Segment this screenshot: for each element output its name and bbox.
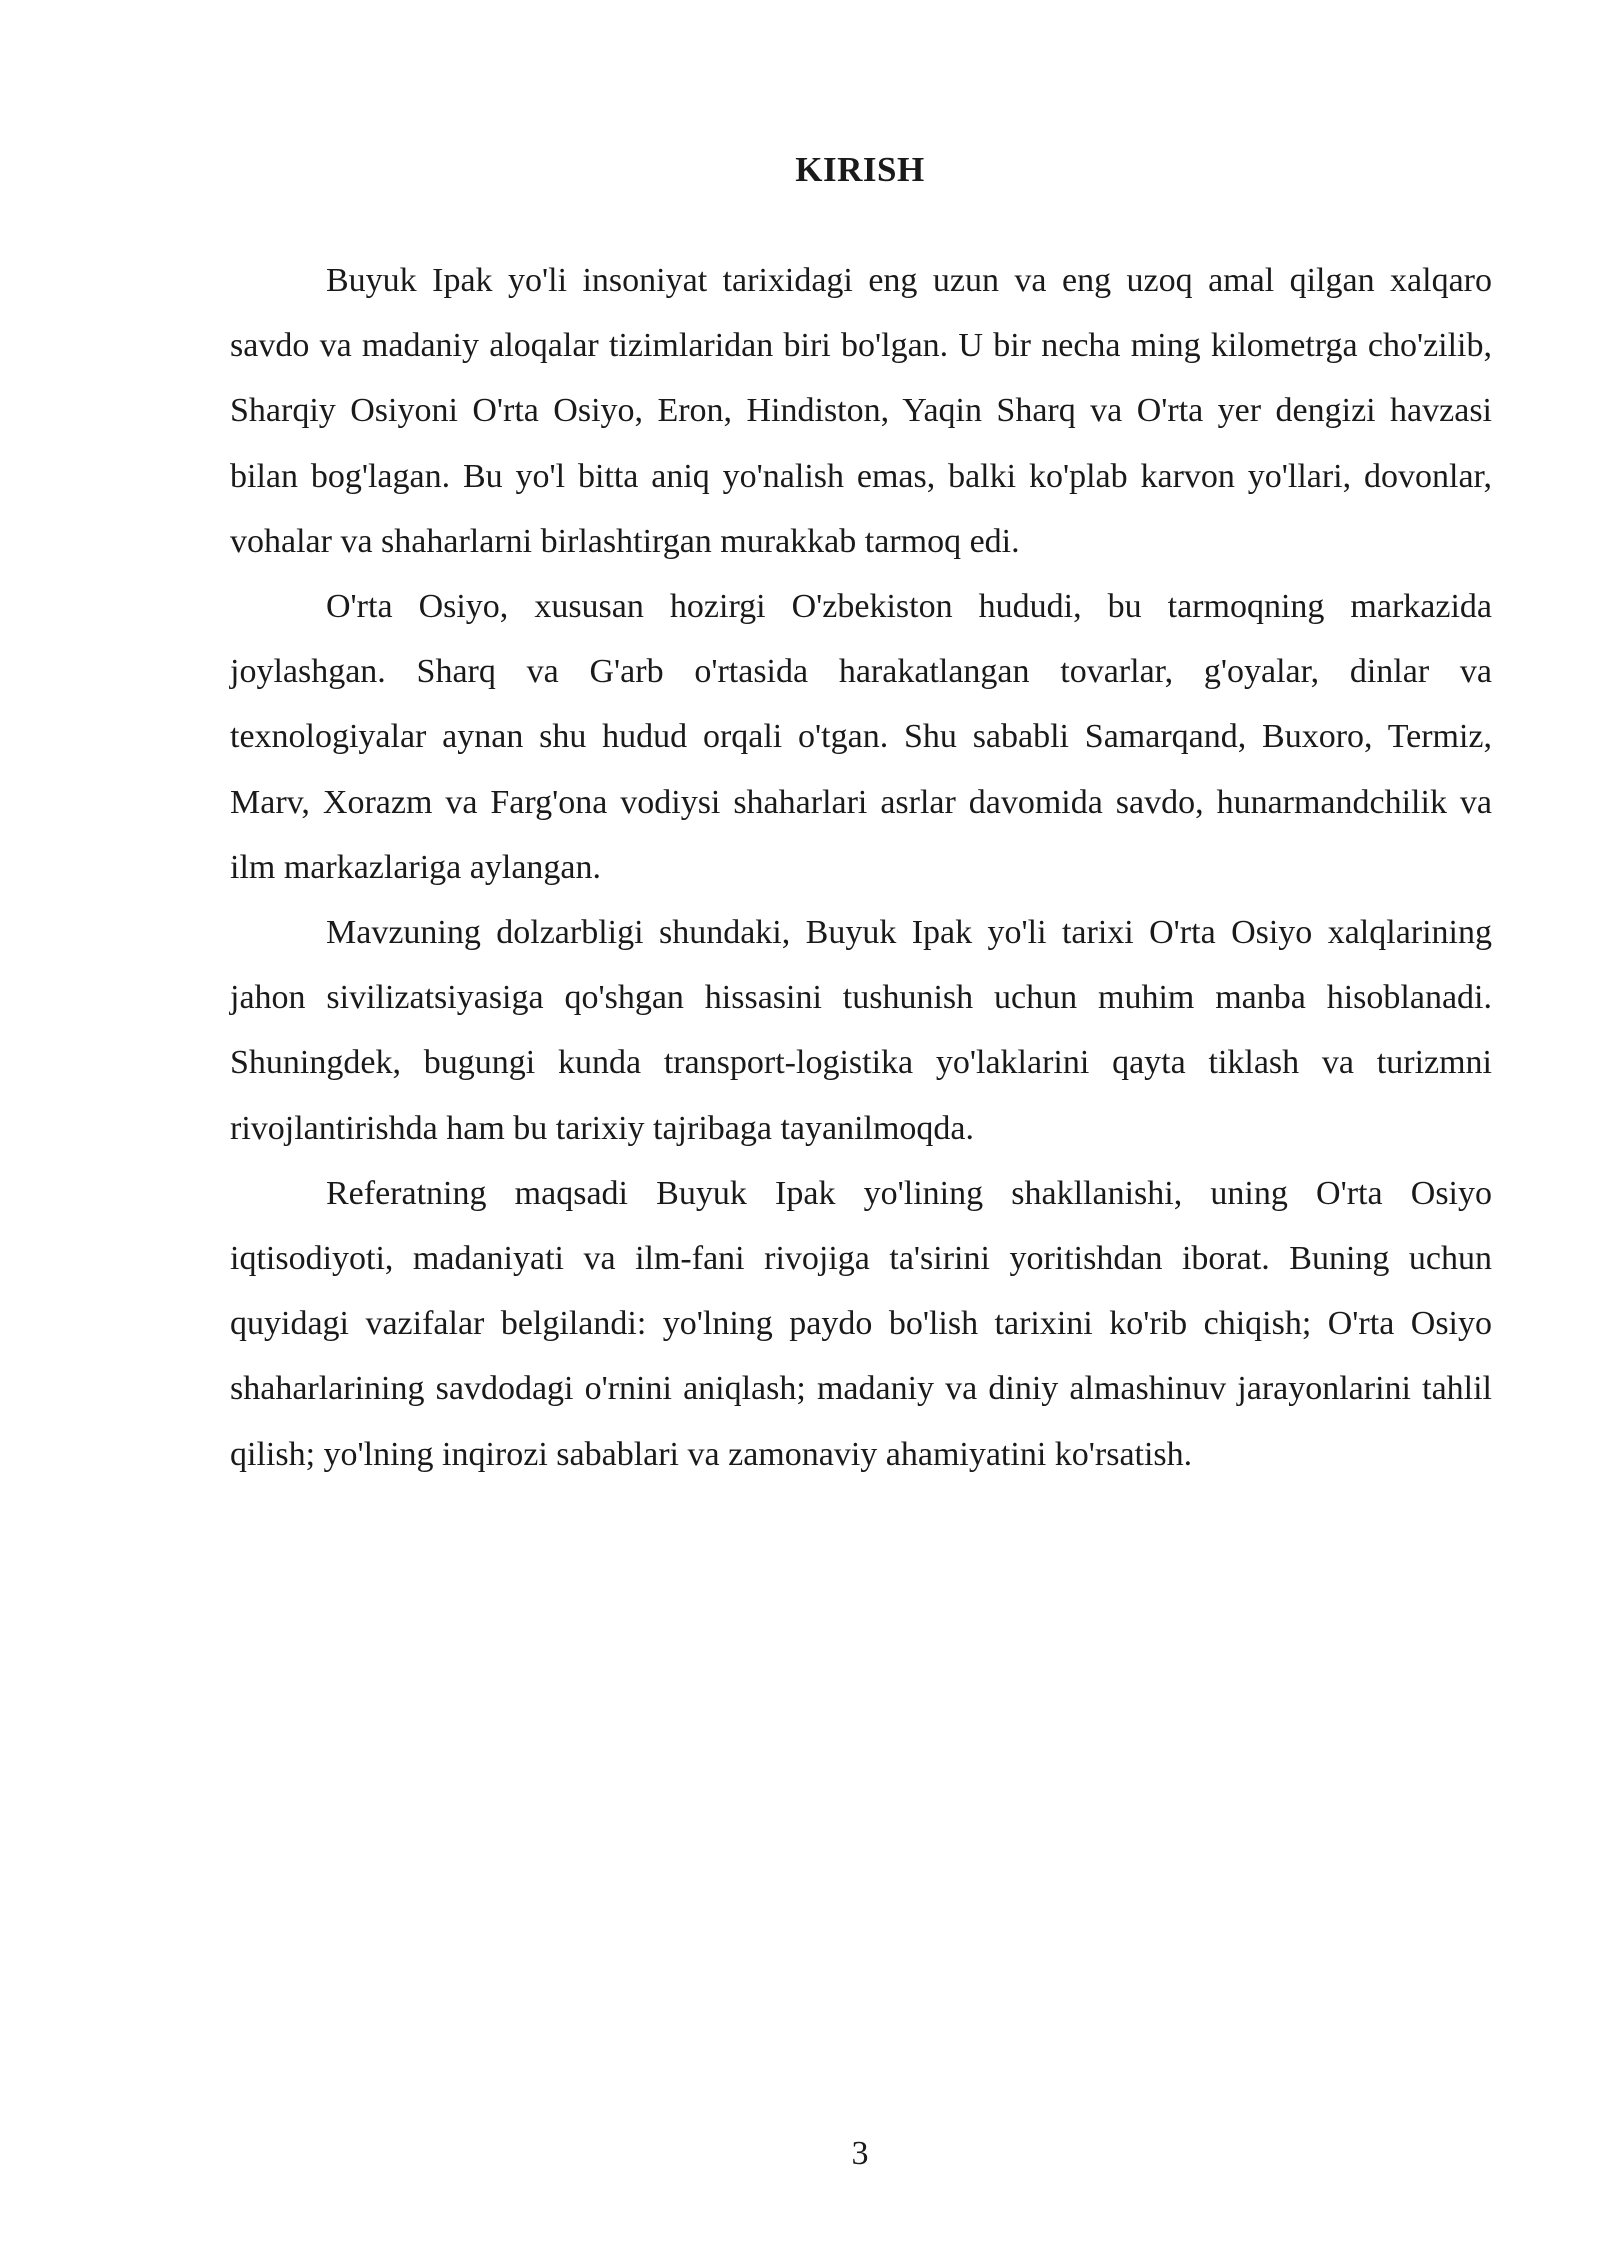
body-text [230, 248, 1492, 1487]
paragraph-2: O'rta Osiyo, xususan hozirgi O'zbekiston hududi, bu tarmoqning markazida joylashgan. Sharq va G'arb o'rtasida harakatlangan tovarlar, g'oyalar, dinlar va texnologiyalar aynan shu hudud orqali o'tgan. Shu sababli Samarqand, Buxoro, Termiz, Marv, Xorazm va Farg'ona vodiysi shaharlari asrlar davomida savdo, hunarmandchilik va ilm markazlariga aylangan. [230, 588, 1492, 886]
paragraph-4: Referatning maqsadi Buyuk Ipak yo'lining shakllanishi, uning O'rta Osiyo iqtisodiyoti, madaniyati va ilm-fani rivojiga ta'sirini yoritishdan iborat. Buning uchun quyidagi vazifalar belgilandi: yo'lning paydo bo'lish tarixini ko'rib chiqish; O'rta Osiyo shaharlarining savdodagi o'rnini aniqlash; madaniy va diniy almashinuv jarayonlarini tahlil qilish; yo'lning inqirozi sabablari va zamonaviy ahamiyatini ko'rsatish. [230, 1174, 1492, 1473]
page-title: KIRISH [795, 150, 925, 189]
page-number: 3 [851, 2135, 869, 2172]
paragraph-1: Buyuk Ipak yo'li insoniyat tarixidagi eng uzun va eng uzoq amal qilgan xalqaro savdo va madaniy aloqalar tizimlaridan biri bo'lgan. U bir necha ming kilometrga cho'zilib, Sharqiy Osiyoni O'rta Osiyo, Eron, Hindiston, Yaqin Sharq va O'rta yer dengizi havzasi bilan bog'lagan. Bu yo'l bitta aniq yo'nalish emas, balki ko'plab karvon yo'llari, dovonlar, vohalar va shaharlarni birlashtirgan murakkab tarmoq edi. [230, 262, 1492, 560]
paragraph-3: Mavzuning dolzarbligi shundaki, Buyuk Ipak yo'li tarixi O'rta Osiyo xalqlarining jahon sivilizatsiyasiga qo'shgan hissasini tushunish uchun muhim manba hisoblanadi. Shuningdek, bugungi kunda transport-logistika yo'laklarini qayta tiklash va turizmni rivojlantirishda ham bu tarixiy tajribaga tayanilmoqda. [230, 914, 1492, 1147]
